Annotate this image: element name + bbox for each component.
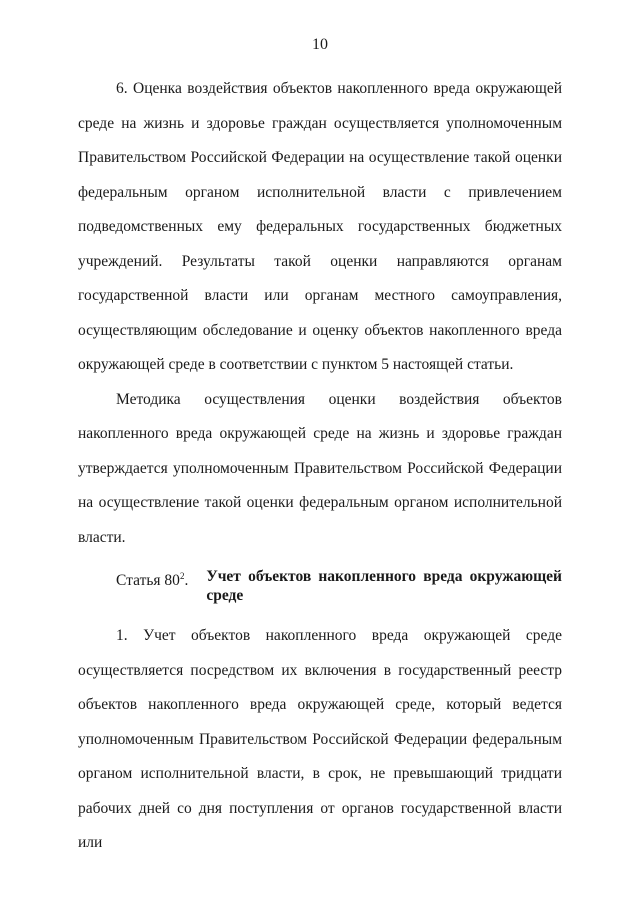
document-body	[78, 72, 562, 861]
page-number: 10	[312, 36, 328, 53]
article-suffix: .	[184, 572, 189, 590]
article-number	[116, 567, 206, 605]
paragraph-methodology: Методика осуществления оценки воздействия объектов накопленного вреда окружающей среде на жизнь и здоровье граждан утверждается уполномоченным Правительством Российской Федерации на осуществление такой оценки федеральным органом исполнительной власти.	[78, 390, 562, 546]
article-superscript: 2	[179, 571, 185, 581]
article-paragraph-1: 1. Учет объектов накопленного вреда окружающей среде осуществляется посредством их включения в государственный реестр объектов накопленного вреда окружающей среде, который ведется уполномоченным Правительством Российской Федерации федеральным органом исполнительной власти, в срок, не превышающий тридцати рабочих дней со дня поступления от органов государственной власти или	[78, 627, 562, 851]
article-title: Учет объектов накопленного вреда окружающей среде	[206, 568, 562, 604]
article-heading	[78, 567, 562, 605]
paragraph-6: 6. Оценка воздействия объектов накопленного вреда окружающей среде на жизнь и здоровье граждан осуществляется уполномоченным Правительством Российской Федерации на осуществление такой оценки федеральным органом исполнительной власти с привлечением подведомственных ему федеральных государственных бюджетных учреждений. Результаты такой оценки направляются органам государственной власти или органам местного самоуправления, осуществляющим обследование и оценку объектов накопленного вреда окружающей среде в соответствии с пунктом 5 настоящей статьи.	[78, 80, 562, 373]
article-label: Статья 80	[116, 572, 180, 590]
